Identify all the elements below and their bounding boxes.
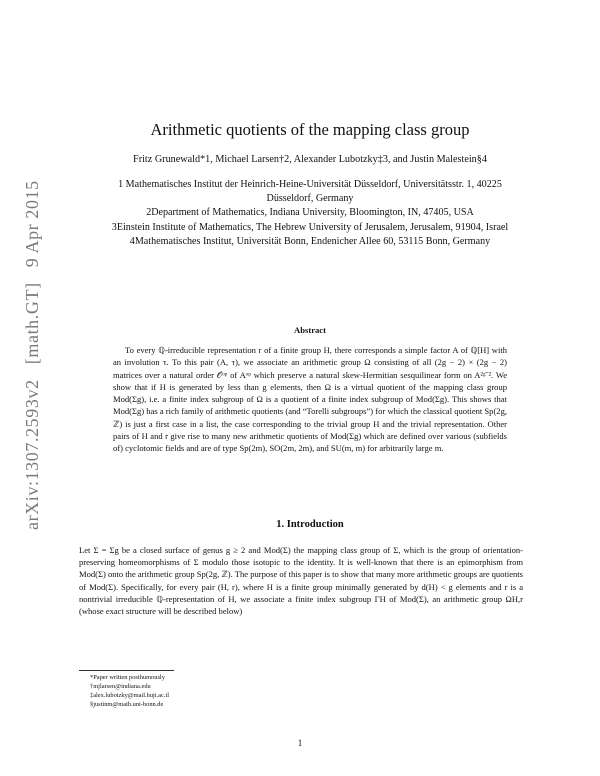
footnote-list: [90, 673, 510, 709]
footnote-4: §justinm@math.uni-bonn.de: [90, 701, 164, 709]
section-heading-introduction: 1. Introduction: [276, 519, 344, 530]
paper-title: Arithmetic quotients of the mapping class group: [150, 120, 470, 139]
introduction-text: Let Σ = Σg be a closed surface of genus g ≥ 2 and Mod(Σ) the mapping class group of Σ, which is the group of orientation-preserving homeomorphisms of Σ modulo those isotopic to the identity. It is well-known that there is an epimorphism from Mod(Σ) onto the arithmetic group Sp(2g, ℤ). The purpose of this paper is to show that many more arithmetic groups are quotients of Mod(Σ). Specifically, for every pair (H, r), where H is a finite group minimally generated by d(H) < g elements and r is a nontrivial irreducible ℚ-representation of H, we associate a finite index subgroup ΓH of Mod(Σ), an arithmetic group ΩH,r (whose exact structure will be described below): [79, 545, 523, 617]
arxiv-stamp: [22, 170, 43, 530]
arxiv-id: arXiv:1307.2593v2: [22, 379, 42, 530]
affiliation-1: 1 Mathematisches Institut der Heinrich-Heine-Universität Düsseldorf, Universitätsstr. 1, 40225 Düsseldorf, Germany: [118, 179, 502, 205]
footnote-3: ‡alex.lubotzky@mail.huji.ac.il: [90, 692, 170, 700]
footnote-2: †mjlarsen@indiana.edu: [90, 683, 151, 691]
affiliation-2: 2Department of Mathematics, Indiana University, Bloomington, IN, 47405, USA: [146, 207, 474, 219]
affiliation-3: 3Einstein Institute of Mathematics, The Hebrew University of Jerusalem, Jerusalem, 91904, Israel: [111, 221, 509, 233]
affiliation-4: 4Mathematisches Institut, Universität Bonn, Endenicher Allee 60, 53115 Bonn, Germany: [129, 235, 491, 247]
footnote-1: *Paper written posthumously: [90, 674, 165, 681]
footnote-divider: [79, 670, 174, 671]
abstract-heading: Abstract: [294, 325, 326, 335]
arxiv-date: 9 Apr 2015: [22, 180, 42, 268]
affiliation-list: [100, 178, 520, 249]
arxiv-category: [math.GT]: [22, 282, 42, 365]
page-number: 1: [297, 738, 303, 748]
abstract-text: To every ℚ-irreducible representation r of a finite group H, there corresponds a simple factor A of ℚ[H] with an involution τ. To this pair (A, τ), we associate an arithmetic group Ω consisting of all (2g − 2) × (2g − 2) matrices over a natural order 𝒪ᵒᵖ of Aᵒᵖ which preserve a natural skew-Hermitian sesquilinear form on A²ᵍ⁻². We show that if H is generated by less than g elements, then Ω is a virtual quotient of the mapping class group Mod(Σg), i.e. a finite index subgroup of Ω is a quotient of a finite index subgroup of Mod(Σg). This shows that Mod(Σg) has a rich family of arithmetic quotients (and “Torelli subgroups”) for which the classical quotient Sp(2g, ℤ) is just a first case in a list, the case corresponding to the trivial group H and the trivial representation. Other pairs of H and r give rise to many new arithmetic quotients of Mod(Σg) which are defined over various (subfields of) cyclotomic fields and are of type Sp(2m), SO(2m, 2m), and SU(m, m) for arbitrarily large m.: [113, 345, 507, 454]
author-list: Fritz Grunewald*1, Michael Larsen†2, Alexander Lubotzky‡3, and Justin Malestein§4: [133, 154, 487, 165]
